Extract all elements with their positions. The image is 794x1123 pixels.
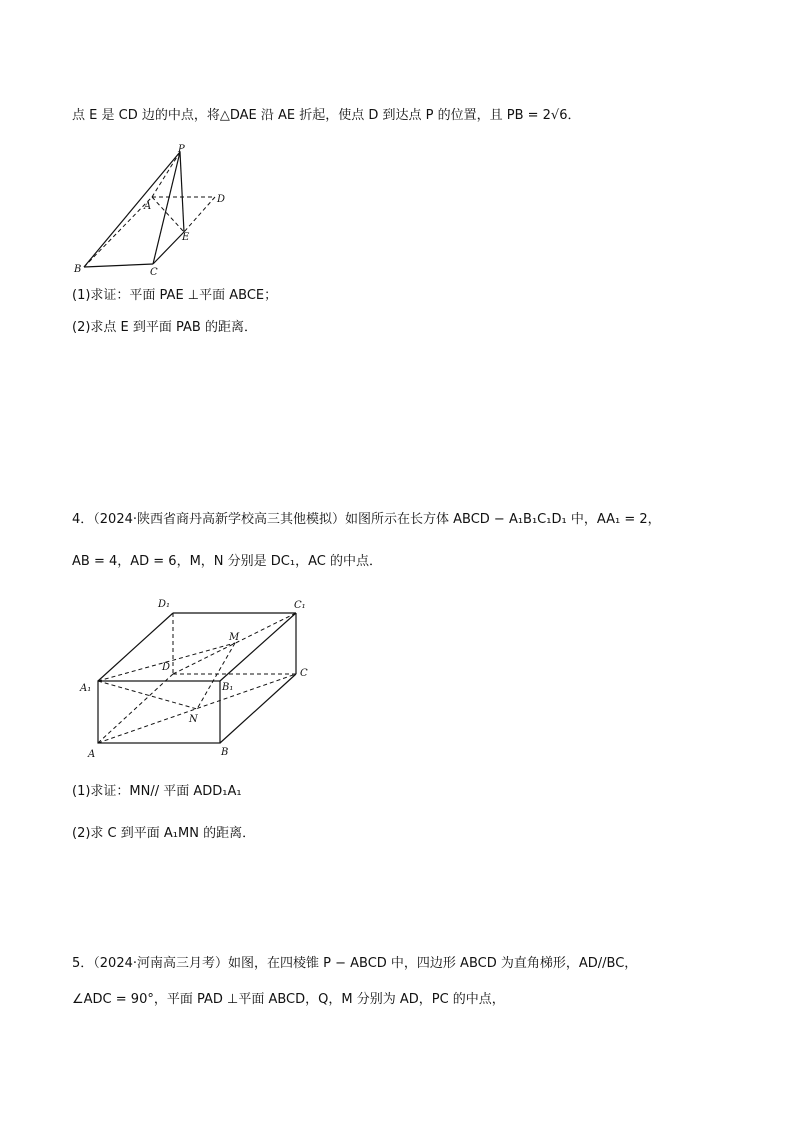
label-B1: B₁ (222, 682, 234, 693)
label-B: B (221, 747, 229, 758)
problem3-part1: (1)求证：平面 PAE ⊥平面 ABCE； (72, 288, 278, 303)
label-A1: A₁ (80, 683, 92, 694)
label-M: M (229, 632, 240, 643)
problem3-part2: (2)求点 E 到平面 PAB 的距离． (72, 320, 257, 335)
problem4-part2: (2)求 C 到平面 A₁MN 的距离． (72, 826, 256, 841)
label-C: C (150, 267, 158, 277)
label-C1: C₁ (294, 600, 306, 611)
problem4-part1: (1)求证：MN// 平面 ADD₁A₁ (72, 784, 242, 799)
label-E: E (182, 232, 190, 243)
label-D1: D₁ (158, 599, 171, 610)
problem4-line2: AB = 4，AD = 6，M，N 分别是 DC₁，AC 的中点． (72, 554, 382, 569)
problem5-line2: ∠ADC = 90°，平面 PAD ⊥平面 ABCD，Q，M 分别为 AD，PC 的中点， (72, 992, 505, 1007)
label-A: A (144, 201, 152, 212)
label-D: D (162, 662, 171, 673)
label-P: P (178, 144, 185, 155)
cuboid-figure (78, 594, 328, 764)
label-D: D (217, 194, 226, 205)
problem3-intro: 点 E 是 CD 边的中点，将△DAE 沿 AE 折起，使点 D 到达点 P 的位置，且 PB = 2√6． (72, 108, 581, 123)
label-B: B (74, 264, 82, 275)
pyramid-figure (70, 142, 240, 277)
label-A: A (88, 749, 96, 760)
problem4-line1: 4．（2024·陕西省商丹高新学校高三其他模拟）如图所示在长方体 ABCD − A₁B₁C₁D₁ 中，AA₁ = 2， (72, 512, 661, 527)
label-N: N (189, 714, 198, 725)
label-C: C (300, 668, 308, 679)
problem5-line1: 5．（2024·河南高三月考）如图，在四棱锥 P − ABCD 中，四边形 ABCD 为直角梯形，AD//BC， (72, 956, 638, 971)
